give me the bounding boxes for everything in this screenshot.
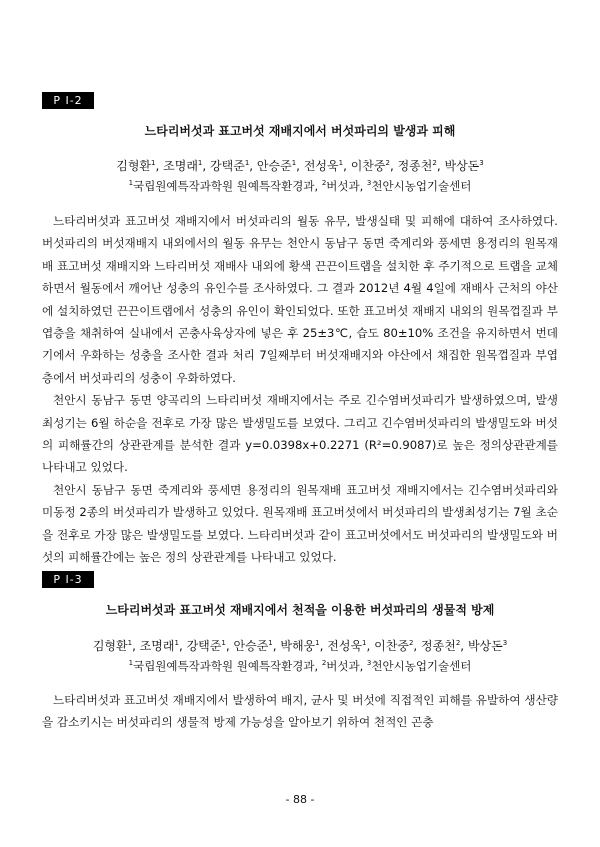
affiliation-name: 천안시농업기술센터 <box>371 659 472 673</box>
abstract-body <box>42 689 558 734</box>
author-name: 안승준 <box>256 159 292 173</box>
author-name: 강택준 <box>210 159 245 173</box>
abstract-paragraph: 천안시 동남구 동면 양곡리의 느타리버섯 재배지에서는 주로 긴수염버섯파리가 발생하였으며, 발생최성기는 6월 하순을 전후로 가장 많은 발생밀도를 보였다. 그리고 긴수염버섯파리의 발생밀도와 버섯의 피해률간의 상관관계를 분석한 결과 y=0.0398x+0.2271 (R²=0.9087)로 높은 정의상관관계를 나타내고 있었다. <box>42 393 558 475</box>
abstract-body <box>42 210 558 569</box>
affiliation-list: $^1$국립원예특작과학원 원예특작환경과, $^2$버섯과, $^3$천안시농업기술센터 <box>128 659 472 673</box>
author-affiliation-mark: 1 <box>197 159 203 167</box>
author-affiliation-mark: 1 <box>268 639 273 647</box>
author-name: 김형환 <box>92 639 128 653</box>
author-affiliation-mark: 1 <box>244 159 250 167</box>
author-affiliation-mark: 2 <box>385 159 390 167</box>
affiliation-name: 버섯과 <box>326 179 360 193</box>
author-affiliation-mark: 1 <box>291 159 297 167</box>
author-affiliation-mark: 2 <box>455 639 461 647</box>
affiliation-mark: 1 <box>128 659 134 668</box>
author-affiliation-mark: 2 <box>432 159 437 167</box>
author-name: 강택준 <box>186 639 222 653</box>
author-name: 정종천 <box>421 639 456 653</box>
page-number: - 88 - <box>285 793 315 806</box>
affiliation-list: $^1$국립원예특작과학원 원예특작환경과, $^2$버섯과, $^3$천안시농업기술센터 <box>128 179 472 193</box>
author-name: 박상돈 <box>444 159 480 173</box>
section-title: 느타리버섯과 표고버섯 재배지에서 천적을 이용한 버섯파리의 생물적 방제 <box>105 603 495 617</box>
section-label: P I-2 <box>42 92 94 109</box>
affiliation-mark: 2 <box>321 179 327 188</box>
author-affiliation-mark: 1 <box>315 639 320 647</box>
author-name: 박해웅 <box>280 639 316 653</box>
author-name: 이찬중 <box>350 159 386 173</box>
author-list: 김형환$^1$, 조명래$^1$, 강택준$^1$, 안승준$^1$, 박해웅$^1$, 전성욱$^1$, 이찬중$^2$, 정종천$^2$, 박상돈$^3$ <box>92 639 508 653</box>
author-affiliation-mark: 1 <box>127 639 133 647</box>
affiliation-mark: 2 <box>321 659 327 668</box>
affiliation-mark: 3 <box>366 659 372 668</box>
author-affiliation-mark: 1 <box>362 639 367 647</box>
section-title: 느타리버섯과 표고버섯 재배지에서 버섯파리의 발생과 피해 <box>144 124 456 138</box>
abstract-paragraph: 느타리버섯과 표고버섯 재배지에서 버섯파리의 월동 유무, 발생실태 및 피해에 대하여 조사하였다. 버섯파리의 버섯재배지 내외에서의 월동 유무는 천안시 동남구 동면 죽계리와 풍세면 용정리의 원목재배 표고버섯 재배지와 느타리버섯 재배사 내외에 황색 끈끈이트랩을 설치한 후 주기적으로 트랩을 교체하면서 월동에서 깨어난 성충의 유인수를 조사하였다. 그 결과 2012년 4월 4일에 재배사 근처의 야산에 설치하였던 끈끈이트랩에서 성충의 유인이 확인되었다. 또한 표고버섯 재배지 내외의 원목껍질과 부엽층을 채취하여 실내에서 곤충사육상자에 넣은 후 25±3℃, 습도 80±10% 조건을 유지하면서 번데기에서 우화하는 성충을 조사한 결과 처리 7일째부터 버섯재배지와 야산에서 채집한 원목껍질과 부엽층에서 버섯파리의 성충이 우화하였다. <box>42 214 558 385</box>
author-name: 조명래 <box>163 159 198 173</box>
author-name: 조명래 <box>139 639 175 653</box>
affiliation-name: 국립원예특작과학원 원예특작환경과 <box>133 179 315 193</box>
author-name: 전성욱 <box>327 639 363 653</box>
affiliation-mark: 1 <box>128 179 134 188</box>
author-affiliation-mark: 1 <box>151 159 156 167</box>
author-affiliation-mark: 3 <box>479 159 484 167</box>
affiliation-name: 천안시농업기술센터 <box>371 179 472 193</box>
author-name: 정종천 <box>397 159 433 173</box>
abstract-paragraph: 느타리버섯과 표고버섯 재배지에서 발생하여 배지, 균사 및 버섯에 직접적인 피해를 유발하여 생산량을 감소키시는 버섯파리의 생물적 방제 가능성을 알아보기 위하여 천적인 곤충 <box>42 693 558 730</box>
section-label: P I-3 <box>42 571 94 588</box>
author-name: 박상돈 <box>467 639 503 653</box>
author-name: 김형환 <box>116 159 152 173</box>
author-affiliation-mark: 3 <box>502 639 508 647</box>
author-name: 안승준 <box>233 639 269 653</box>
abstract-paragraph: 천안시 동남구 동면 죽계리와 풍세면 용정리의 원목재배 표고버섯 재배지에서는 긴수염버섯파리와 미동정 2종의 버섯파리가 발생하고 있었다. 원목재배 표고버섯에서 버섯파리의 발생최성기는 7월 초순을 전후로 가장 많은 발생밀도를 보였다. 느타리버섯과 같이 표고버섯에서도 버섯파리의 발생밀도와 버섯의 피해률간에는 높은 정의 상관관계를 나타내고 있었다. <box>42 482 558 565</box>
author-affiliation-mark: 1 <box>174 639 179 647</box>
affiliation-name: 버섯과 <box>326 659 360 673</box>
affiliation-mark: 3 <box>366 179 372 188</box>
author-name: 전성욱 <box>303 159 339 173</box>
author-affiliation-mark: 1 <box>338 159 344 167</box>
author-name: 이찬중 <box>374 639 409 653</box>
author-affiliation-mark: 2 <box>408 639 414 647</box>
author-list: 김형환$^1$, 조명래$^1$, 강택준$^1$, 안승준$^1$, 전성욱$^1$, 이찬중$^2$, 정종천$^2$, 박상돈$^3$ <box>116 159 484 173</box>
affiliation-name: 국립원예특작과학원 원예특작환경과 <box>133 659 315 673</box>
author-affiliation-mark: 1 <box>221 639 226 647</box>
